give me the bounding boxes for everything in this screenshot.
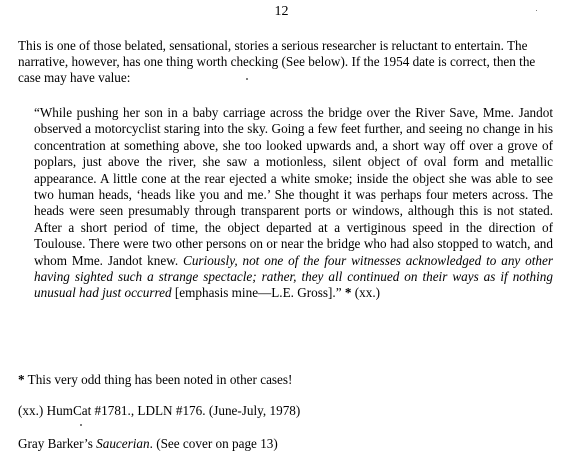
sidenote — [18, 436, 278, 452]
footnote-marker: * — [341, 285, 352, 301]
scan-speck — [80, 424, 82, 426]
reference-line: (xx.) HumCat #1781., LDLN #176. (June-July, 1978) — [18, 403, 301, 418]
footnote — [18, 372, 292, 388]
quote-emphasis: Curiously, not one of the four witnesses acknowledged to any other having sighted such a strange spectacle; rather, they all continued on their ways as if nothing unusual had just occurred — [34, 252, 553, 301]
footnote-text: This very odd thing has been noted in other cases! — [24, 372, 293, 387]
scan-speck — [536, 10, 537, 11]
quote-body: “While pushing her son in a baby carriage across the bridge over the River Save, Mme. Jandot observed a motorcyclist staring into the sky. Going a few feet further, and seeing no change in his concentration at something above, she too looked upwards and, a short way off over a grove of poplars, just above the river, she saw a motionless, silent object of oval form and metallic appearance. A little cone at the rear ejected a white smoke; inside the object she was able to see two human heads, ‘heads like you and me.’ She thought it was perhaps four meters across. The heads were seen presumably through transparent ports or windows, although this is not stated. After a short period of time, the object departed at a vertiginous speed in the direction of Toulouse. There were two other persons on or near the bridge who had also stopped to watch, and whom Mme. Jandot knew. — [34, 105, 553, 268]
sidenote-title: Saucerian — [96, 436, 150, 451]
sidenote-prefix: Gray Barker’s — [18, 436, 97, 451]
reference-marker: (xx.) — [351, 285, 381, 301]
page-number: 12 — [274, 4, 289, 19]
intro-paragraph: This is one of those belated, sensational, stories a serious researcher is reluctant to entertain. The narrative, however, has one thing worth checking (See below). If the 1954 date is correct, then the case may have value: — [18, 38, 536, 85]
scan-speck — [246, 78, 248, 80]
footnote-star: * — [18, 372, 25, 387]
witness-quote — [34, 105, 553, 302]
quote-tail: [emphasis mine—L.E. Gross].” — [171, 285, 342, 301]
sidenote-suffix: . (See cover on page 13) — [149, 436, 278, 451]
